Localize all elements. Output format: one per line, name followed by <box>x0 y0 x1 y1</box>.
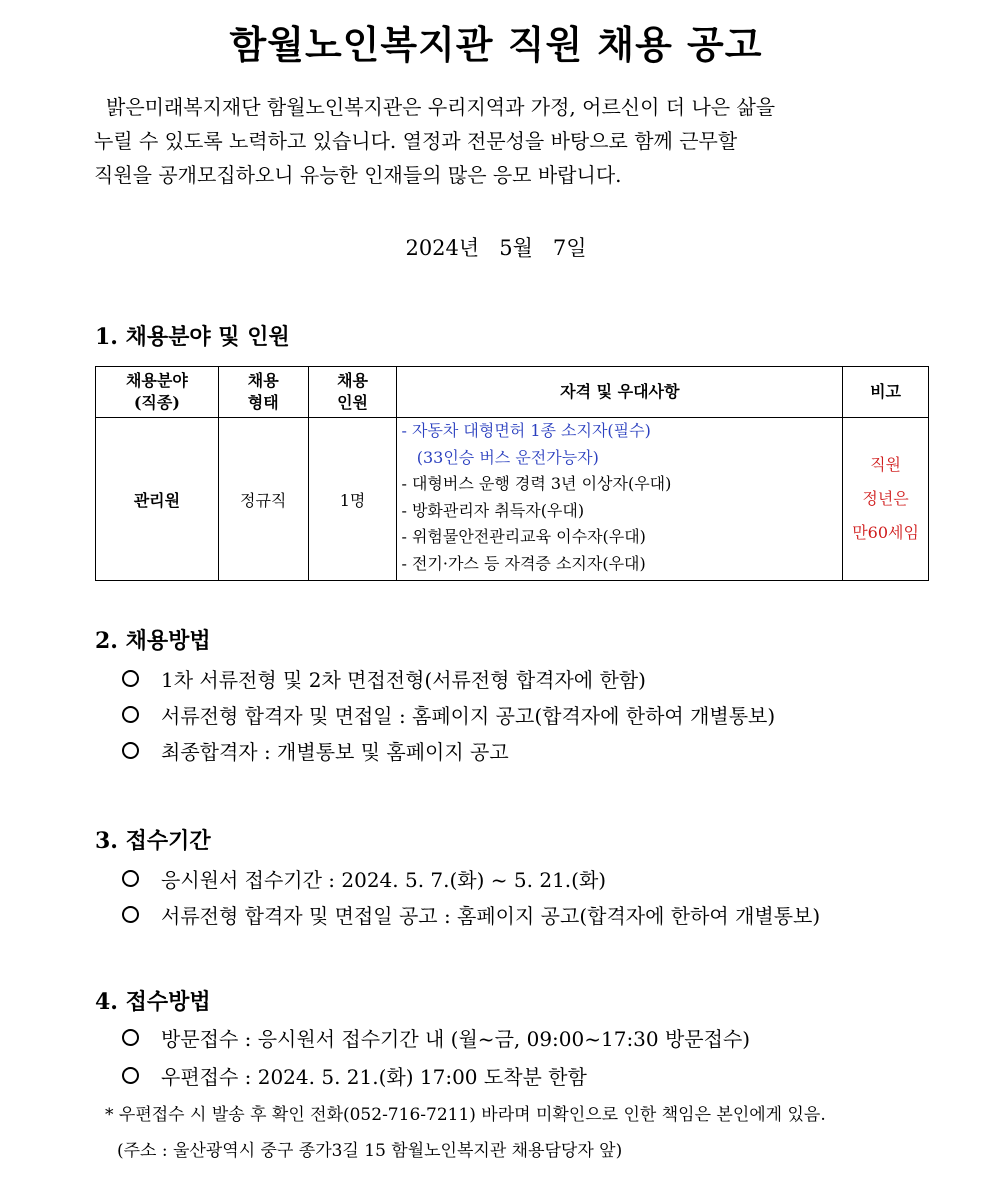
section-title-period: 3. 접수기간 <box>95 828 211 854</box>
table-row <box>96 418 929 581</box>
table-header-row <box>96 367 929 418</box>
period-list <box>122 860 820 932</box>
circle-bullet-icon <box>122 1067 139 1084</box>
list-item-text: 우편접수 : 2024. 5. 21.(화) 17:00 도착분 한함 <box>161 1064 587 1089</box>
intro-line: 밝은미래복지재단 함월노인복지관은 우리지역과 가정, 어르신이 더 나은 삶을 <box>106 95 776 119</box>
cell-note <box>843 418 929 581</box>
note-line: 정년은 <box>862 489 909 508</box>
section-title-submission: 4. 접수방법 <box>95 989 211 1015</box>
cell-qualifications <box>397 418 843 581</box>
cell-field: 관리원 <box>96 418 219 581</box>
circle-bullet-icon <box>122 706 139 723</box>
section-title-positions: 1. 채용분야 및 인원 <box>95 324 290 350</box>
note-line: 직원 <box>870 455 902 474</box>
list-item-text: 방문접수 : 응시원서 접수기간 내 (월~금, 09:00~17:30 방문접수) <box>161 1026 751 1051</box>
cell-count: 1명 <box>308 418 397 581</box>
list-item <box>122 696 775 732</box>
header-count-line: 인원 <box>337 393 368 412</box>
qualification-item: - 위험물안전관리교육 이수자(우대) <box>401 527 646 546</box>
header-count <box>308 367 397 418</box>
list-item-text: 최종합격자 : 개별통보 및 홈페이지 공고 <box>161 739 509 764</box>
positions-table <box>95 366 929 581</box>
intro-line: 누릴 수 있도록 노력하고 있습니다. 열정과 전문성을 바탕으로 함께 근무할 <box>94 129 738 153</box>
qualification-item: - 방화관리자 취득자(우대) <box>401 500 585 520</box>
header-note: 비고 <box>843 367 929 418</box>
list-item <box>122 896 820 932</box>
list-item <box>122 1056 750 1094</box>
note-line: 만60세임 <box>852 523 919 542</box>
section-title-method: 2. 채용방법 <box>95 628 211 654</box>
header-field-line: (직종) <box>133 393 180 412</box>
header-type-line: 형태 <box>247 393 279 412</box>
header-type-line: 채용 <box>247 371 279 390</box>
circle-bullet-icon <box>122 742 139 759</box>
list-item <box>122 1018 750 1056</box>
intro-line: 직원을 공개모집하오니 유능한 인재들의 많은 응모 바랍니다. <box>94 163 622 187</box>
circle-bullet-icon <box>122 870 139 887</box>
method-list <box>122 660 775 768</box>
qualification-item: - 대형버스 운행 경력 3년 이상자(우대) <box>401 474 672 493</box>
list-item <box>122 860 820 896</box>
list-item <box>122 660 775 696</box>
header-type <box>218 367 308 418</box>
circle-bullet-icon <box>122 670 139 687</box>
footnote-line: * 우편접수 시 발송 후 확인 전화(052-716-7211) 바라며 미확인으로 인한 책임은 본인에게 있음. <box>105 1105 826 1125</box>
circle-bullet-icon <box>122 1029 139 1046</box>
qualification-item: (33인승 버스 운전가능자) <box>401 447 599 467</box>
page-title: 함월노인복지관 직원 채용 공고 <box>229 22 763 67</box>
qualification-item: - 자동차 대형면허 1종 소지자(필수) <box>401 421 651 440</box>
cell-type: 정규직 <box>218 418 308 581</box>
submission-list <box>122 1018 750 1094</box>
header-qualifications: 자격 및 우대사항 <box>397 367 843 418</box>
list-item-text: 서류전형 합격자 및 면접일 : 홈페이지 공고(합격자에 한하여 개별통보) <box>161 703 776 728</box>
submission-footnote <box>105 1097 826 1169</box>
header-field-line: 채용분야 <box>125 371 188 390</box>
list-item-text: 서류전형 합격자 및 면접일 공고 : 홈페이지 공고(합격자에 한하여 개별통보) <box>161 903 821 928</box>
footnote-address: (주소 : 울산광역시 중구 종가3길 15 함월노인복지관 채용담당자 앞) <box>117 1141 623 1161</box>
list-item-text: 응시원서 접수기간 : 2024. 5. 7.(화) ~ 5. 21.(화) <box>161 867 607 892</box>
intro-paragraph <box>94 90 906 192</box>
header-field <box>96 367 219 418</box>
list-item-text: 1차 서류전형 및 2차 면접전형(서류전형 합격자에 한함) <box>161 667 646 692</box>
circle-bullet-icon <box>122 906 139 923</box>
announcement-date: 2024년 5월 7일 <box>405 236 587 260</box>
qualification-item: - 전기·가스 등 자격증 소지자(우대) <box>401 553 646 573</box>
header-count-line: 채용 <box>337 371 368 390</box>
list-item <box>122 732 775 768</box>
